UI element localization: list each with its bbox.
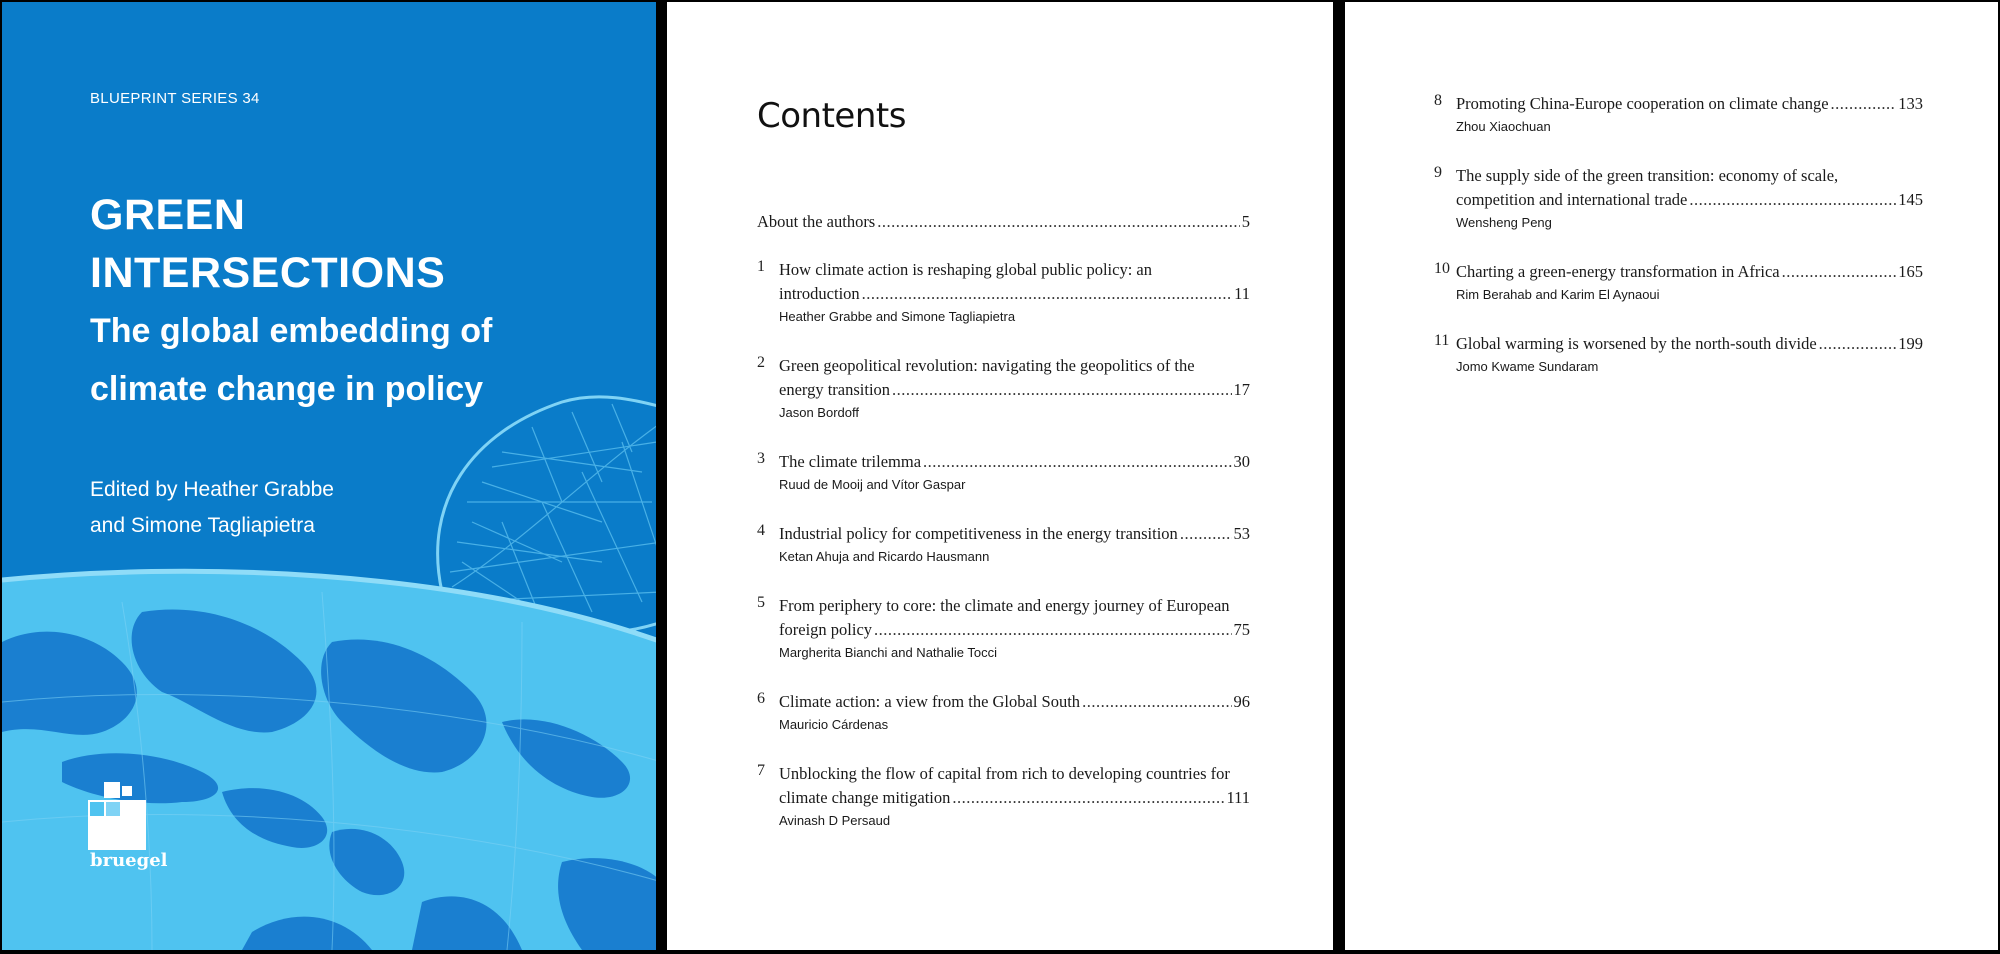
editors [90, 472, 334, 544]
toc-page: 199 [1898, 334, 1923, 353]
chapter-number: 2 [757, 354, 765, 371]
editors-line: Edited by Heather Grabbe [90, 478, 334, 501]
toc-page: 30 [1233, 452, 1250, 471]
toc-entry[interactable] [1434, 164, 1923, 233]
leader-dots [874, 618, 1231, 642]
toc-page: 165 [1898, 262, 1923, 281]
toc-page: 111 [1226, 788, 1250, 807]
chapter-number: 7 [757, 762, 765, 779]
chapter-title-line: introduction [779, 284, 860, 303]
toc-page: 133 [1898, 94, 1923, 113]
toc-entry[interactable] [757, 690, 1250, 735]
toc-entry[interactable] [1434, 92, 1923, 137]
toc-page: 96 [1233, 692, 1250, 711]
toc-page: 53 [1233, 524, 1250, 543]
leader-dots [862, 282, 1232, 306]
chapter-number: 9 [1434, 164, 1442, 181]
chapter-authors: Avinash D Persaud [779, 813, 891, 828]
chapter-number: 1 [757, 258, 765, 275]
chapter-authors: Jason Bordoff [779, 405, 859, 420]
chapter-title-line: Green geopolitical revolution: navigating the geopolitics of the [779, 356, 1195, 375]
chapter-number: 11 [1434, 332, 1450, 349]
toc-entry[interactable] [757, 450, 1250, 495]
chapter-authors: Jomo Kwame Sundaram [1456, 359, 1599, 374]
chapter-authors: Margherita Bianchi and Nathalie Tocci [779, 645, 997, 660]
chapter-authors: Mauricio Cárdenas [779, 717, 889, 732]
chapter-title-line: climate change mitigation [779, 788, 951, 807]
leader-dots [877, 210, 1240, 234]
toc-entry[interactable] [1434, 260, 1923, 305]
chapter-authors: Ruud de Mooij and Vítor Gaspar [779, 477, 966, 492]
book-title-line: INTERSECTIONS [90, 249, 446, 297]
chapter-number: 8 [1434, 92, 1442, 109]
leader-dots [923, 450, 1231, 474]
leader-dots [892, 378, 1231, 402]
chapter-title-line: energy transition [779, 380, 891, 399]
chapter-title-line: Promoting China-Europe cooperation on climate change [1456, 94, 1829, 113]
chapter-title-line: How climate action is reshaping global public policy: an [779, 260, 1152, 279]
chapter-number: 3 [757, 450, 765, 467]
toc-page: 5 [1241, 212, 1250, 231]
book-subtitle: The global embedding of climate change in policy [90, 312, 493, 408]
leader-dots [1782, 260, 1897, 284]
leader-dots [1082, 690, 1231, 714]
leader-dots [1180, 522, 1232, 546]
toc-page: 17 [1233, 380, 1250, 399]
contents-page-2 [1345, 2, 1998, 950]
toc-entry[interactable] [757, 522, 1250, 567]
toc-page: 145 [1898, 190, 1923, 209]
publisher-logo-text: bruegel [90, 850, 168, 871]
chapter-authors: Rim Berahab and Karim El Aynaoui [1456, 287, 1660, 302]
toc-entry[interactable] [757, 354, 1250, 423]
toc-entry-about[interactable] [757, 210, 1250, 234]
chapter-title-line: Unblocking the flow of capital from rich to developing countries for [779, 764, 1230, 783]
toc-entry[interactable] [757, 258, 1250, 327]
contents-heading: Contents [757, 96, 906, 136]
chapter-title-line: competition and international trade [1456, 190, 1688, 209]
chapter-number: 6 [757, 690, 765, 707]
chapter-title-line: The climate trilemma [779, 452, 922, 471]
book-title [90, 186, 445, 302]
book-title-line: GREEN [90, 191, 246, 239]
toc-entry[interactable] [757, 594, 1250, 663]
chapter-title-line: The supply side of the green transition: economy of scale, [1456, 166, 1839, 185]
leader-dots [1689, 188, 1896, 212]
book-cover [2, 2, 656, 950]
contents-page-1 [667, 2, 1333, 950]
series-label: BLUEPRINT SERIES 34 [90, 90, 260, 107]
leader-dots [952, 786, 1224, 810]
chapter-number: 4 [757, 522, 765, 539]
chapter-title-line: Global warming is worsened by the north-south divide [1456, 334, 1817, 353]
chapter-title-line: From periphery to core: the climate and energy journey of European [779, 596, 1230, 615]
chapter-authors: Wensheng Peng [1456, 215, 1552, 230]
toc-page: 11 [1234, 284, 1250, 303]
toc-page: 75 [1233, 620, 1250, 639]
toc-entry[interactable] [757, 762, 1250, 831]
chapter-title-line: Industrial policy for competitiveness in the energy transition [779, 524, 1178, 543]
leader-dots [1831, 92, 1897, 116]
chapter-number: 5 [757, 594, 765, 611]
chapter-authors: Heather Grabbe and Simone Tagliapietra [779, 309, 1016, 324]
chapter-title-line: Climate action: a view from the Global South [779, 692, 1081, 711]
chapter-title-line: foreign policy [779, 620, 873, 639]
toc-entry[interactable] [1434, 332, 1923, 377]
toc-title: About the authors [757, 212, 876, 231]
chapter-title-line: Charting a green-energy transformation in Africa [1456, 262, 1780, 281]
editors-line: and Simone Tagliapietra [90, 514, 315, 537]
chapter-authors: Zhou Xiaochuan [1456, 119, 1551, 134]
leader-dots [1819, 332, 1897, 356]
chapter-number: 10 [1434, 260, 1450, 277]
chapter-authors: Ketan Ahuja and Ricardo Hausmann [779, 549, 990, 564]
